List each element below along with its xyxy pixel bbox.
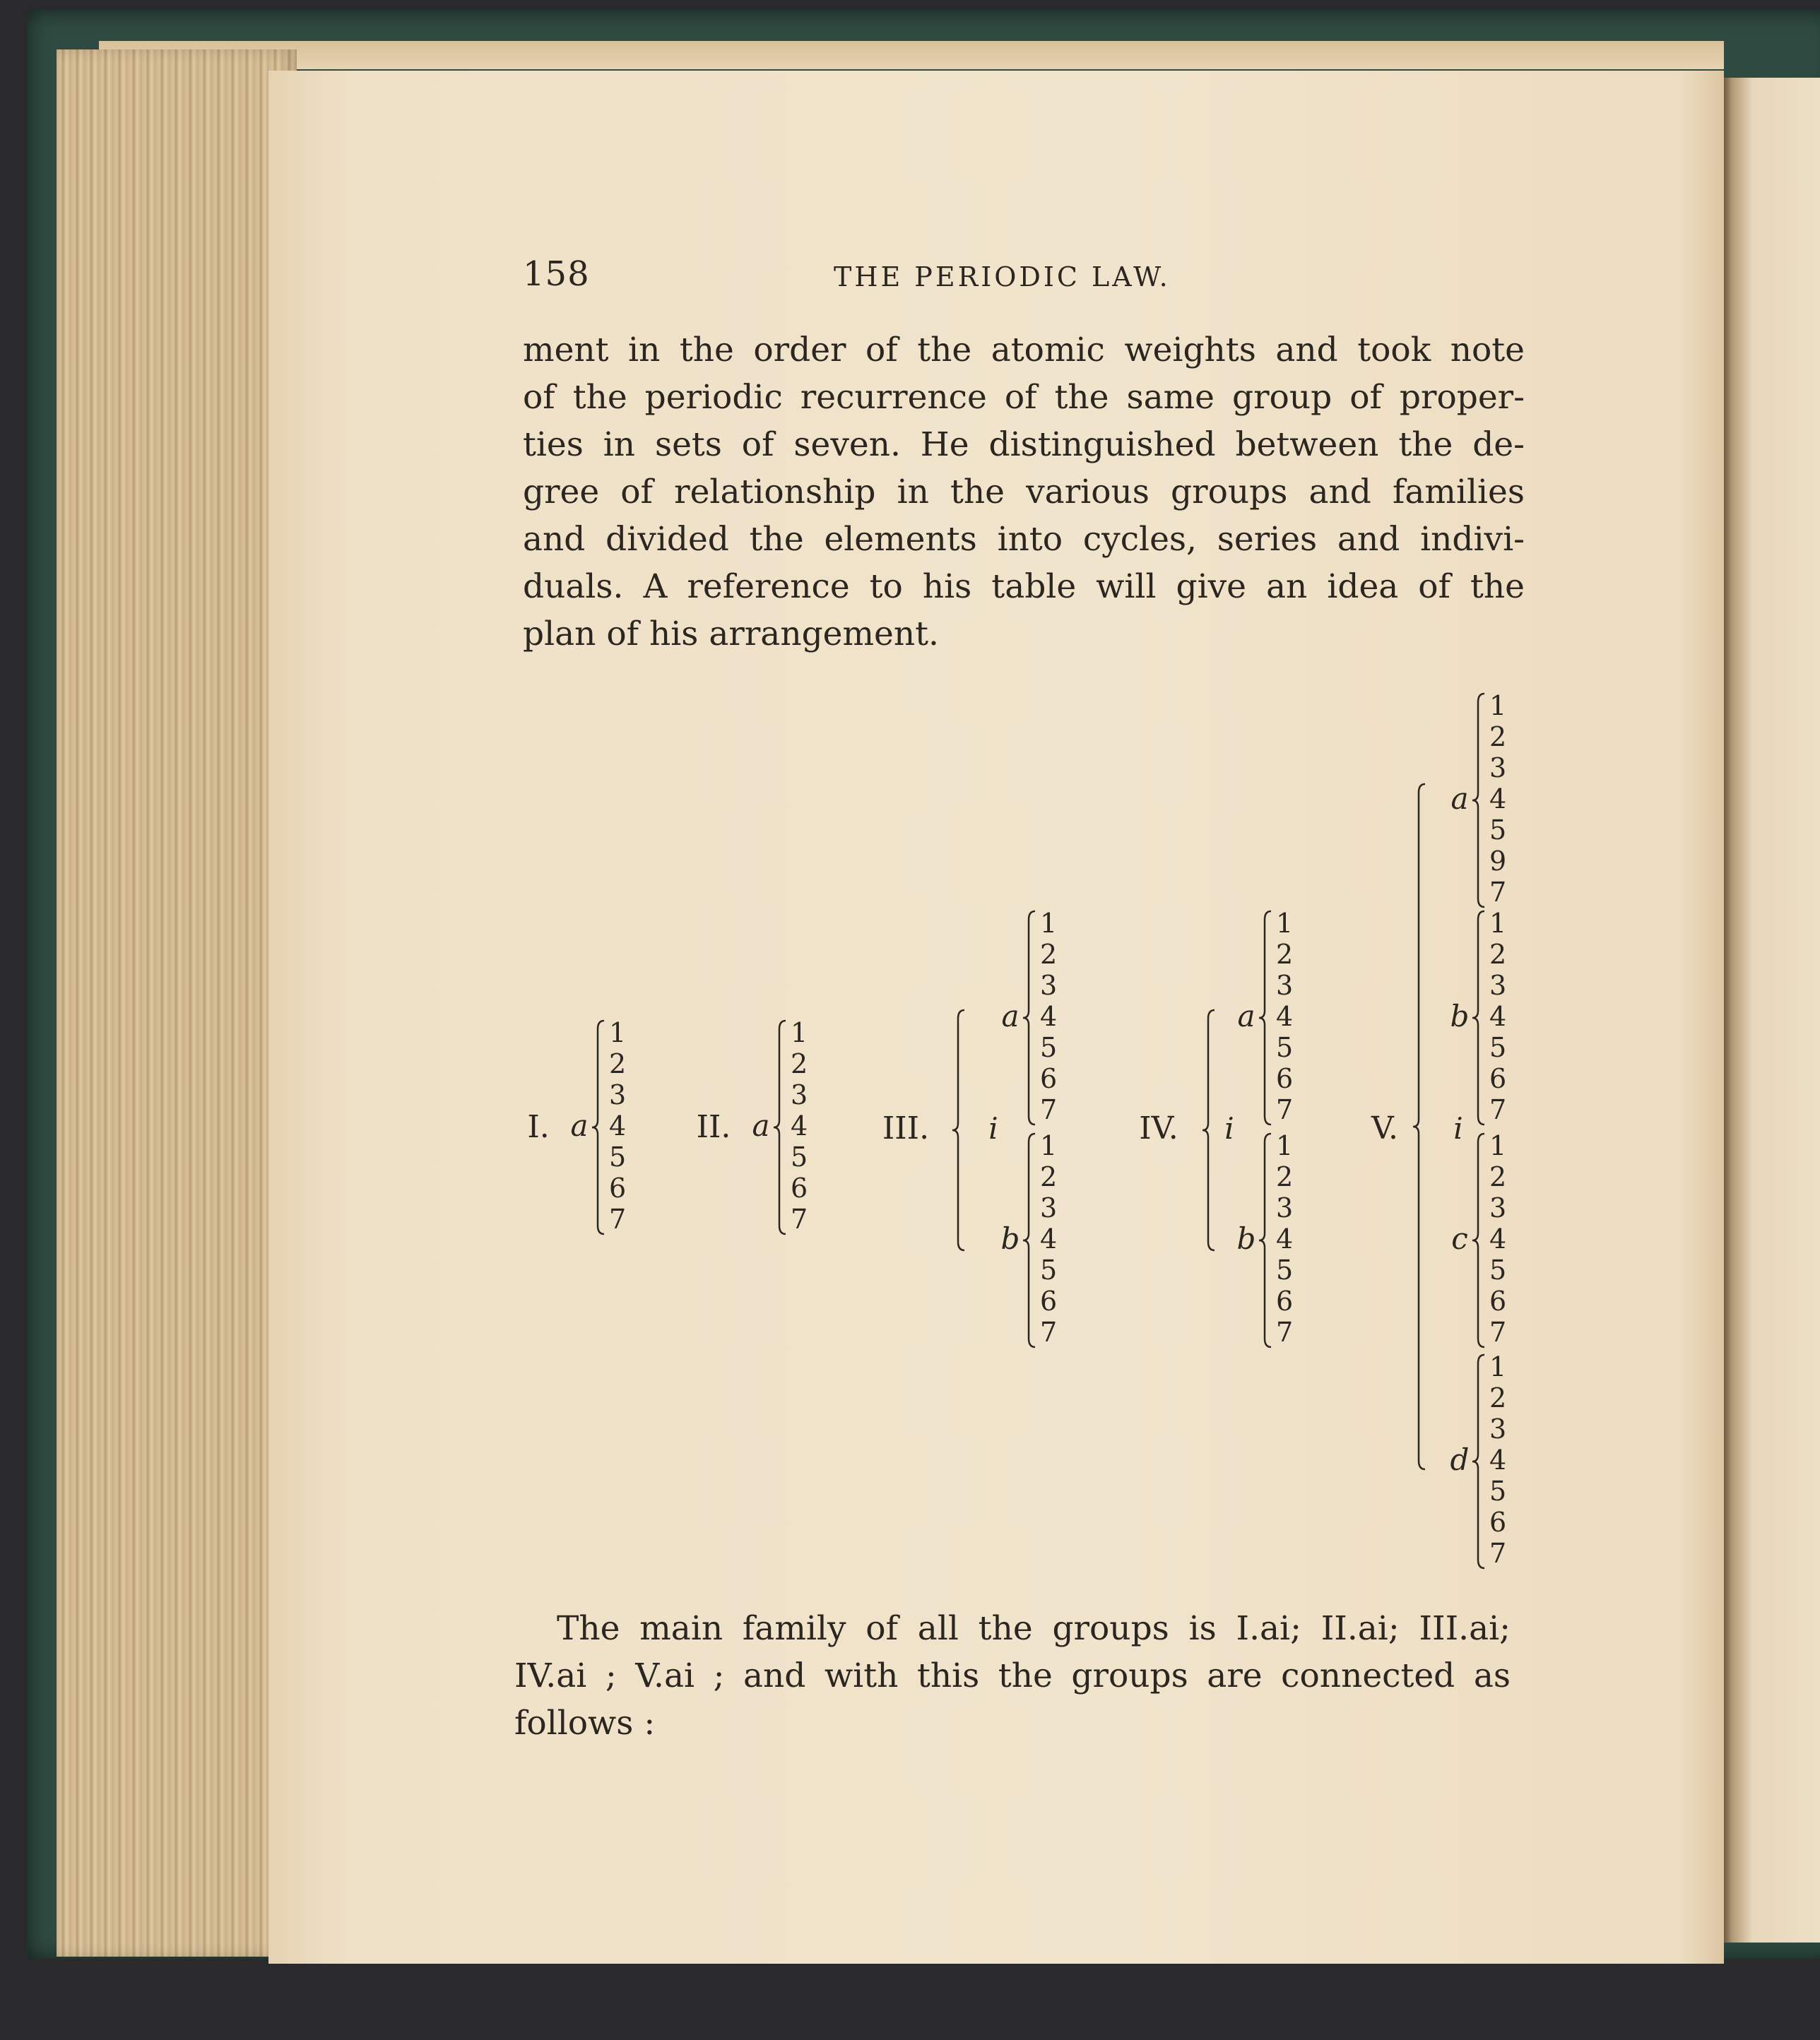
text-line: duals. A reference to his table will give an idea of the: [523, 567, 1525, 606]
family-label: a: [1450, 781, 1469, 816]
group-label: III.: [882, 1110, 930, 1146]
group-label: IV.: [1139, 1110, 1178, 1146]
member-number: 7: [1276, 1094, 1294, 1125]
member-number: 3: [1489, 752, 1507, 783]
group-brace: [1202, 1010, 1215, 1250]
member-number: 2: [1040, 1161, 1058, 1192]
family-label: b: [1000, 1221, 1020, 1256]
member-number: 6: [1040, 1286, 1058, 1317]
page-number: 158: [523, 254, 590, 294]
family-brace: [1472, 1355, 1484, 1568]
running-head: THE PERIODIC LAW.: [834, 261, 1171, 292]
family-brace: [1259, 1134, 1271, 1347]
member-number: 7: [609, 1204, 627, 1235]
member-number: 2: [791, 1048, 808, 1079]
member-number: 7: [1489, 1094, 1507, 1125]
member-number: 6: [791, 1173, 808, 1204]
member-number: 2: [1276, 1161, 1294, 1192]
group-label: V.: [1371, 1110, 1399, 1146]
family-brace: [1472, 1134, 1484, 1347]
member-number: 2: [1489, 721, 1507, 752]
group-brace: [952, 1010, 964, 1250]
family-label: d: [1450, 1442, 1470, 1477]
member-number: 2: [1489, 1382, 1507, 1413]
family-label: b: [1450, 999, 1470, 1033]
member-number: 1: [1276, 1130, 1294, 1161]
member-number: 5: [1489, 814, 1507, 846]
member-number: 7: [1276, 1317, 1294, 1348]
member-number: 3: [1040, 1192, 1058, 1223]
text-line: follows :: [514, 1704, 656, 1743]
member-number: 5: [1489, 1032, 1507, 1063]
member-number: 4: [1489, 1445, 1507, 1476]
member-number: 4: [609, 1110, 627, 1141]
member-number: 1: [1040, 908, 1058, 939]
family-brace: [592, 1021, 604, 1234]
member-number: 1: [1040, 1130, 1058, 1161]
family-label: i: [988, 1111, 998, 1146]
member-number: 4: [791, 1110, 808, 1141]
family-label: i: [1224, 1111, 1234, 1146]
family-label: a: [570, 1108, 589, 1143]
group-label: II.: [696, 1109, 731, 1145]
member-number: 4: [1489, 1223, 1507, 1255]
member-number: 5: [1040, 1032, 1058, 1063]
member-number: 3: [1276, 1192, 1294, 1223]
member-number: 3: [1276, 970, 1294, 1001]
family-label: i: [1453, 1111, 1463, 1146]
member-number: 6: [1276, 1286, 1294, 1317]
member-number: 7: [791, 1204, 808, 1235]
family-label: c: [1451, 1221, 1468, 1256]
member-number: 6: [1040, 1063, 1058, 1094]
member-number: 5: [791, 1141, 808, 1173]
member-number: 4: [1489, 1001, 1507, 1032]
member-number: 3: [1040, 970, 1058, 1001]
member-number: 3: [1489, 1413, 1507, 1445]
member-number: 7: [1040, 1317, 1058, 1348]
member-number: 4: [1276, 1001, 1294, 1032]
member-number: 5: [1040, 1255, 1058, 1286]
member-number: 4: [1040, 1001, 1058, 1032]
member-number: 6: [1276, 1063, 1294, 1094]
member-number: 2: [1489, 1161, 1507, 1192]
family-label: a: [1237, 999, 1255, 1033]
member-number: 3: [1489, 970, 1507, 1001]
member-number: 2: [1040, 939, 1058, 970]
member-number: 2: [1489, 939, 1507, 970]
member-number: 4: [1489, 783, 1507, 814]
family-brace: [1023, 911, 1035, 1125]
member-number: 2: [1276, 939, 1294, 970]
member-number: 1: [609, 1017, 627, 1048]
text-line: gree of relationship in the various groups and families: [523, 473, 1525, 511]
member-number: 1: [1489, 1351, 1507, 1382]
member-number: 3: [609, 1079, 627, 1110]
family-label: a: [1001, 999, 1020, 1033]
member-number: 5: [1489, 1476, 1507, 1507]
member-number: 6: [1489, 1507, 1507, 1538]
text-line: of the periodic recurrence of the same group of proper-: [523, 378, 1525, 417]
member-number: 5: [1276, 1255, 1294, 1286]
member-number: 5: [609, 1141, 627, 1173]
family-brace: [774, 1021, 786, 1234]
member-number: 6: [1489, 1286, 1507, 1317]
family-brace: [1472, 911, 1484, 1125]
family-label: a: [752, 1108, 770, 1143]
member-number: 6: [609, 1173, 627, 1204]
member-number: 1: [1489, 908, 1507, 939]
member-number: 7: [1040, 1094, 1058, 1125]
member-number: 1: [1489, 1130, 1507, 1161]
member-number: 1: [1489, 690, 1507, 721]
family-brace: [1023, 1134, 1035, 1347]
family-brace: [1472, 694, 1484, 907]
paragraph-main-family: [514, 1605, 1511, 1747]
text-line: ment in the order of the atomic weights and took note: [523, 331, 1525, 369]
member-number: 5: [1276, 1032, 1294, 1063]
member-number: 1: [1276, 908, 1294, 939]
member-number: 7: [1489, 877, 1507, 908]
member-number: 3: [791, 1079, 808, 1110]
text-line: and divided the elements into cycles, series and indivi-: [523, 520, 1525, 559]
group-label: I.: [527, 1109, 550, 1145]
text-line: ties in sets of seven. He distinguished between the de-: [523, 425, 1525, 464]
member-number: 4: [1040, 1223, 1058, 1255]
member-number: 5: [1489, 1255, 1507, 1286]
member-number: 4: [1276, 1223, 1294, 1255]
member-number: 1: [791, 1017, 808, 1048]
member-number: 9: [1489, 846, 1507, 877]
member-number: 2: [609, 1048, 627, 1079]
member-number: 7: [1489, 1538, 1507, 1569]
member-number: 3: [1489, 1192, 1507, 1223]
family-brace: [1259, 911, 1271, 1125]
member-number: 6: [1489, 1063, 1507, 1094]
text-line: The main family of all the groups is I.ai; II.ai; III.ai;: [557, 1609, 1511, 1648]
text-line: IV.ai ; V.ai ; and with this the groups are connected as: [514, 1656, 1511, 1695]
text-line: plan of his arrangement.: [523, 615, 939, 653]
group-brace: [1413, 784, 1425, 1469]
family-label: b: [1236, 1221, 1256, 1256]
member-number: 7: [1489, 1317, 1507, 1348]
